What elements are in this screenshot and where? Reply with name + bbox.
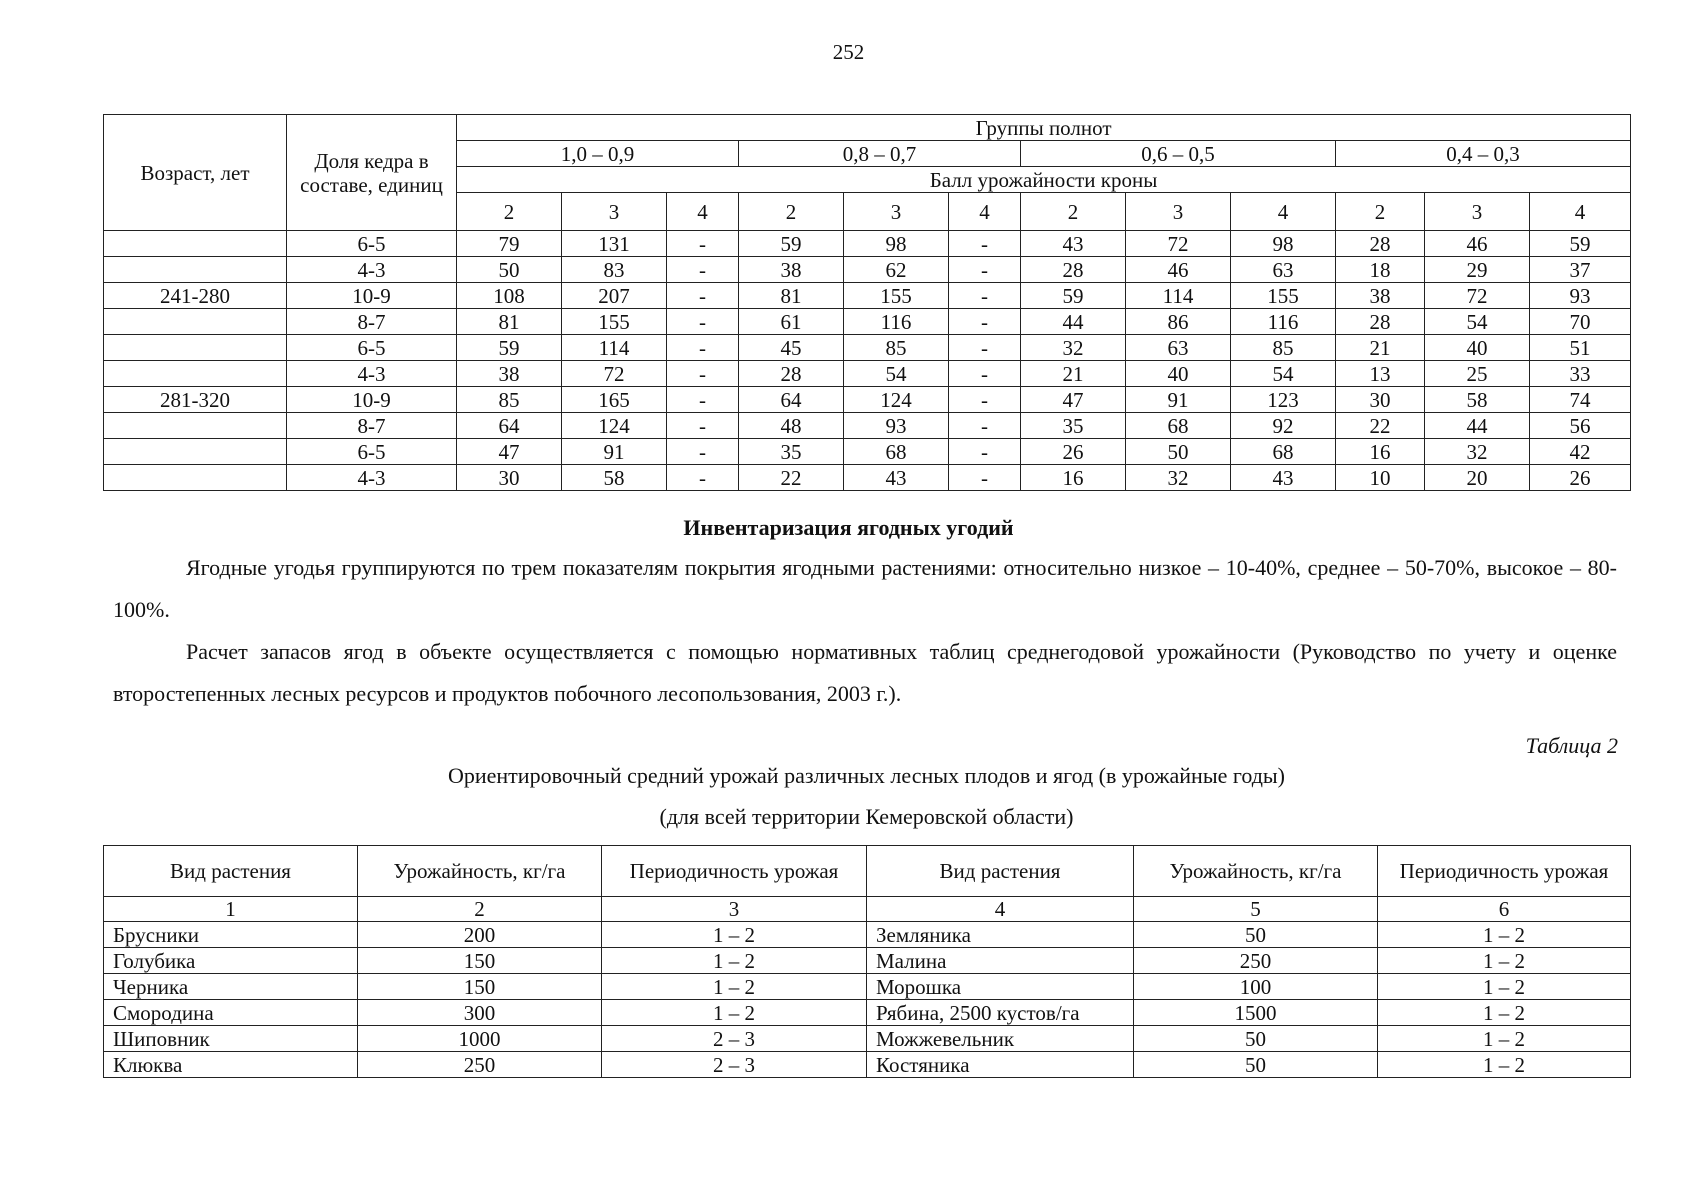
age-cell — [104, 231, 287, 257]
value-cell: 250 — [358, 1052, 602, 1078]
table-row — [104, 974, 1631, 1000]
yield-cell: 26 — [1530, 465, 1631, 491]
yield-cell: 72 — [1425, 283, 1530, 309]
yield-cell: 47 — [1021, 387, 1126, 413]
yield-cell: 32 — [1126, 465, 1231, 491]
header-score: 2 — [739, 193, 844, 231]
cedar-share-cell: 4-3 — [287, 465, 457, 491]
plant-name-cell: Смородина — [104, 1000, 358, 1026]
age-cell: 241-280 — [104, 283, 287, 309]
yield-cell: - — [949, 361, 1021, 387]
value-cell: 250 — [1134, 948, 1378, 974]
cedar-share-cell: 8-7 — [287, 413, 457, 439]
table-row — [104, 309, 1631, 335]
yield-cell: - — [949, 283, 1021, 309]
yield-cell: 13 — [1336, 361, 1425, 387]
yield-cell: 64 — [457, 413, 562, 439]
yield-cell: 45 — [739, 335, 844, 361]
cedar-share-cell: 4-3 — [287, 361, 457, 387]
yield-cell: 18 — [1336, 257, 1425, 283]
yield-cell: 43 — [1231, 465, 1336, 491]
value-cell: 1 – 2 — [1378, 974, 1631, 1000]
value-cell: 150 — [358, 974, 602, 1000]
column-header: Урожайность, кг/га — [1134, 846, 1378, 897]
header-density-groups: Группы полнот — [457, 115, 1631, 141]
value-cell: 50 — [1134, 1052, 1378, 1078]
yield-cell: 58 — [1425, 387, 1530, 413]
header-score: 4 — [1231, 193, 1336, 231]
yield-cell: 91 — [562, 439, 667, 465]
plant-name-cell: Шиповник — [104, 1026, 358, 1052]
yield-cell: 30 — [1336, 387, 1425, 413]
yield-cell: 28 — [1336, 231, 1425, 257]
cedar-share-cell: 6-5 — [287, 439, 457, 465]
yield-cell: 28 — [1336, 309, 1425, 335]
cedar-share-cell: 10-9 — [287, 387, 457, 413]
yield-cell: 32 — [1021, 335, 1126, 361]
yield-cell: 98 — [1231, 231, 1336, 257]
table-row — [104, 361, 1631, 387]
yield-cell: 59 — [457, 335, 562, 361]
plant-name-cell: Можжевельник — [867, 1026, 1134, 1052]
age-cell — [104, 439, 287, 465]
column-header: Периодичность урожая — [602, 846, 867, 897]
table-row — [104, 922, 1631, 948]
value-cell: 1 – 2 — [602, 974, 867, 1000]
yield-cell: 74 — [1530, 387, 1631, 413]
yield-cell: 54 — [1231, 361, 1336, 387]
age-cell — [104, 413, 287, 439]
table-row — [104, 1000, 1631, 1026]
table-row — [104, 283, 1631, 309]
table-row — [104, 413, 1631, 439]
header-score: 3 — [1425, 193, 1530, 231]
yield-cell: - — [949, 335, 1021, 361]
value-cell: 50 — [1134, 1026, 1378, 1052]
plant-name-cell: Морошка — [867, 974, 1134, 1000]
value-cell: 300 — [358, 1000, 602, 1026]
age-cell — [104, 257, 287, 283]
header-score: 2 — [1021, 193, 1126, 231]
yield-cell: 28 — [1021, 257, 1126, 283]
yield-cell: 51 — [1530, 335, 1631, 361]
yield-cell: 124 — [844, 387, 949, 413]
yield-cell: 131 — [562, 231, 667, 257]
header-score: 4 — [1530, 193, 1631, 231]
value-cell: 1 – 2 — [1378, 922, 1631, 948]
cedar-share-cell: 8-7 — [287, 309, 457, 335]
yield-cell: 38 — [739, 257, 844, 283]
yield-cell: 46 — [1126, 257, 1231, 283]
yield-cell: - — [667, 387, 739, 413]
value-cell: 1 – 2 — [602, 948, 867, 974]
yield-cell: 207 — [562, 283, 667, 309]
yield-cell: - — [667, 309, 739, 335]
yield-cell: 44 — [1021, 309, 1126, 335]
value-cell: 50 — [1134, 922, 1378, 948]
column-header: Урожайность, кг/га — [358, 846, 602, 897]
yield-cell: 81 — [739, 283, 844, 309]
value-cell: 1 – 2 — [1378, 1000, 1631, 1026]
table-caption: (для всей территории Кемеровской области) — [659, 804, 1074, 829]
age-cell — [104, 465, 287, 491]
yield-cell: 22 — [1336, 413, 1425, 439]
value-cell: 2 – 3 — [602, 1052, 867, 1078]
yield-cell: 21 — [1021, 361, 1126, 387]
yield-cell: 123 — [1231, 387, 1336, 413]
value-cell: 2 – 3 — [602, 1026, 867, 1052]
value-cell: 1 – 2 — [602, 1000, 867, 1026]
yield-cell: 59 — [1021, 283, 1126, 309]
yield-cell: 47 — [457, 439, 562, 465]
yield-cell: - — [667, 283, 739, 309]
yield-cell: 38 — [457, 361, 562, 387]
column-number: 3 — [602, 897, 867, 922]
column-header: Вид растения — [104, 846, 358, 897]
yield-cell: - — [667, 231, 739, 257]
yield-cell: - — [667, 335, 739, 361]
yield-cell: 28 — [739, 361, 844, 387]
yield-cell: 68 — [1126, 413, 1231, 439]
yield-cell: 79 — [457, 231, 562, 257]
header-score: 3 — [1126, 193, 1231, 231]
table-row — [104, 465, 1631, 491]
cedar-share-cell: 10-9 — [287, 283, 457, 309]
yield-cell: 35 — [739, 439, 844, 465]
yield-cell: 40 — [1126, 361, 1231, 387]
column-number: 2 — [358, 897, 602, 922]
yield-cell: 21 — [1336, 335, 1425, 361]
yield-cell: 81 — [457, 309, 562, 335]
header-score: 3 — [844, 193, 949, 231]
header-score: 2 — [1336, 193, 1425, 231]
yield-cell: 50 — [1126, 439, 1231, 465]
yield-cell: 70 — [1530, 309, 1631, 335]
yield-cell: 114 — [1126, 283, 1231, 309]
yield-cell: 64 — [739, 387, 844, 413]
yield-cell: 35 — [1021, 413, 1126, 439]
yield-cell: 48 — [739, 413, 844, 439]
yield-cell: 59 — [739, 231, 844, 257]
yield-cell: 43 — [844, 465, 949, 491]
yield-cell: 63 — [1231, 257, 1336, 283]
cedar-share-cell: 4-3 — [287, 257, 457, 283]
column-number-row — [104, 897, 1631, 922]
cedar-share-cell: 6-5 — [287, 335, 457, 361]
yield-cell: - — [949, 465, 1021, 491]
column-header: Вид растения — [867, 846, 1134, 897]
yield-cell: 16 — [1336, 439, 1425, 465]
section-title: Инвентаризация ягодных угодий — [683, 515, 1014, 540]
value-cell: 1500 — [1134, 1000, 1378, 1026]
yield-cell: 56 — [1530, 413, 1631, 439]
yield-cell: - — [949, 257, 1021, 283]
value-cell: 1 – 2 — [1378, 948, 1631, 974]
yield-cell: 155 — [844, 283, 949, 309]
value-cell: 1000 — [358, 1026, 602, 1052]
table-caption: Ориентировочный средний урожай различных лесных плодов и ягод (в урожайные годы) — [447, 763, 1286, 788]
yield-cell: 58 — [562, 465, 667, 491]
column-number: 6 — [1378, 897, 1631, 922]
header-score: 4 — [949, 193, 1021, 231]
yield-cell: 10 — [1336, 465, 1425, 491]
yield-cell: 61 — [739, 309, 844, 335]
yield-cell: 43 — [1021, 231, 1126, 257]
yield-cell: - — [667, 257, 739, 283]
header-group: 0,8 – 0,7 — [739, 141, 1021, 167]
table-header-row — [104, 846, 1631, 897]
yield-cell: 165 — [562, 387, 667, 413]
yield-cell: 68 — [1231, 439, 1336, 465]
yield-cell: 98 — [844, 231, 949, 257]
value-cell: 150 — [358, 948, 602, 974]
yield-cell: 54 — [844, 361, 949, 387]
yield-cell: - — [949, 413, 1021, 439]
yield-cell: 16 — [1021, 465, 1126, 491]
yield-cell: - — [667, 413, 739, 439]
yield-cell: 124 — [562, 413, 667, 439]
yield-cell: 116 — [844, 309, 949, 335]
yield-cell: 92 — [1231, 413, 1336, 439]
yield-cell: 33 — [1530, 361, 1631, 387]
table-row — [104, 439, 1631, 465]
value-cell: 1 – 2 — [1378, 1052, 1631, 1078]
yield-cell: 62 — [844, 257, 949, 283]
yield-cell: 93 — [844, 413, 949, 439]
table-row — [104, 948, 1631, 974]
plant-name-cell: Рябина, 2500 кустов/га — [867, 1000, 1134, 1026]
header-score: 2 — [457, 193, 562, 231]
yield-cell: 50 — [457, 257, 562, 283]
yield-cell: 54 — [1425, 309, 1530, 335]
plant-name-cell: Черника — [104, 974, 358, 1000]
value-cell: 1 – 2 — [602, 922, 867, 948]
value-cell: 200 — [358, 922, 602, 948]
yield-cell: - — [949, 231, 1021, 257]
yield-cell: 116 — [1231, 309, 1336, 335]
table-row — [104, 1052, 1631, 1078]
header-group: 1,0 – 0,9 — [457, 141, 739, 167]
table-row — [104, 335, 1631, 361]
header-age: Возраст, лет — [104, 115, 287, 231]
berry-yield-table — [103, 845, 1631, 1078]
yield-cell: 85 — [457, 387, 562, 413]
yield-cell: 20 — [1425, 465, 1530, 491]
yield-cell: 32 — [1425, 439, 1530, 465]
table-row — [104, 231, 1631, 257]
plant-name-cell: Малина — [867, 948, 1134, 974]
yield-cell: 155 — [562, 309, 667, 335]
yield-cell: - — [949, 439, 1021, 465]
plant-name-cell: Клюква — [104, 1052, 358, 1078]
yield-cell: 108 — [457, 283, 562, 309]
yield-cell: 26 — [1021, 439, 1126, 465]
plant-name-cell: Голубика — [104, 948, 358, 974]
plant-name-cell: Брусники — [104, 922, 358, 948]
yield-table-cedar — [103, 114, 1631, 491]
column-number: 4 — [867, 897, 1134, 922]
column-header: Периодичность урожая — [1378, 846, 1631, 897]
plant-name-cell: Костяника — [867, 1052, 1134, 1078]
cedar-share-cell: 6-5 — [287, 231, 457, 257]
yield-cell: 29 — [1425, 257, 1530, 283]
yield-cell: - — [667, 361, 739, 387]
yield-table-body — [104, 231, 1631, 491]
yield-cell: 46 — [1425, 231, 1530, 257]
table-row — [104, 1026, 1631, 1052]
header-score: 4 — [667, 193, 739, 231]
value-cell: 1 – 2 — [1378, 1026, 1631, 1052]
header-score: 3 — [562, 193, 667, 231]
column-number: 5 — [1134, 897, 1378, 922]
yield-cell: 68 — [844, 439, 949, 465]
berry-table-body — [104, 922, 1631, 1078]
yield-cell: 83 — [562, 257, 667, 283]
age-cell: 281-320 — [104, 387, 287, 413]
table-row — [104, 257, 1631, 283]
age-cell — [104, 335, 287, 361]
paragraph: Расчет запасов ягод в объекте осуществляется с помощью нормативных таблиц среднегодовой урожайности (Руководство по учету и оценке второстепенных лесных ресурсов и продуктов побочного лесопользования, 2003 г.). — [113, 639, 1617, 706]
header-cedar-share: Доля кедра в составе, единиц — [287, 115, 457, 231]
column-number: 1 — [104, 897, 358, 922]
yield-cell: - — [949, 309, 1021, 335]
table-row — [104, 387, 1631, 413]
yield-cell: - — [667, 465, 739, 491]
yield-cell: 91 — [1126, 387, 1231, 413]
value-cell: 100 — [1134, 974, 1378, 1000]
yield-cell: 72 — [562, 361, 667, 387]
yield-cell: 30 — [457, 465, 562, 491]
paragraph: Ягодные угодья группируются по трем показателям покрытия ягодными растениями: относительно низкое – 10-40%, среднее – 50-70%, высокое – 80-100%. — [113, 555, 1617, 622]
yield-cell: 44 — [1425, 413, 1530, 439]
header-crown-score: Балл урожайности кроны — [457, 167, 1631, 193]
yield-cell: 63 — [1126, 335, 1231, 361]
age-cell — [104, 361, 287, 387]
yield-cell: 42 — [1530, 439, 1631, 465]
yield-cell: - — [949, 387, 1021, 413]
header-group: 0,6 – 0,5 — [1021, 141, 1336, 167]
yield-cell: 22 — [739, 465, 844, 491]
plant-name-cell: Земляника — [867, 922, 1134, 948]
age-cell — [104, 309, 287, 335]
yield-cell: 38 — [1336, 283, 1425, 309]
page-number: 252 — [832, 40, 865, 64]
yield-cell: 37 — [1530, 257, 1631, 283]
yield-cell: - — [667, 439, 739, 465]
yield-cell: 59 — [1530, 231, 1631, 257]
header-group: 0,4 – 0,3 — [1336, 141, 1631, 167]
yield-cell: 155 — [1231, 283, 1336, 309]
table-label: Таблица 2 — [1525, 733, 1618, 758]
yield-cell: 86 — [1126, 309, 1231, 335]
yield-cell: 40 — [1425, 335, 1530, 361]
yield-cell: 72 — [1126, 231, 1231, 257]
yield-cell: 25 — [1425, 361, 1530, 387]
yield-cell: 93 — [1530, 283, 1631, 309]
yield-cell: 114 — [562, 335, 667, 361]
yield-cell: 85 — [844, 335, 949, 361]
yield-cell: 85 — [1231, 335, 1336, 361]
